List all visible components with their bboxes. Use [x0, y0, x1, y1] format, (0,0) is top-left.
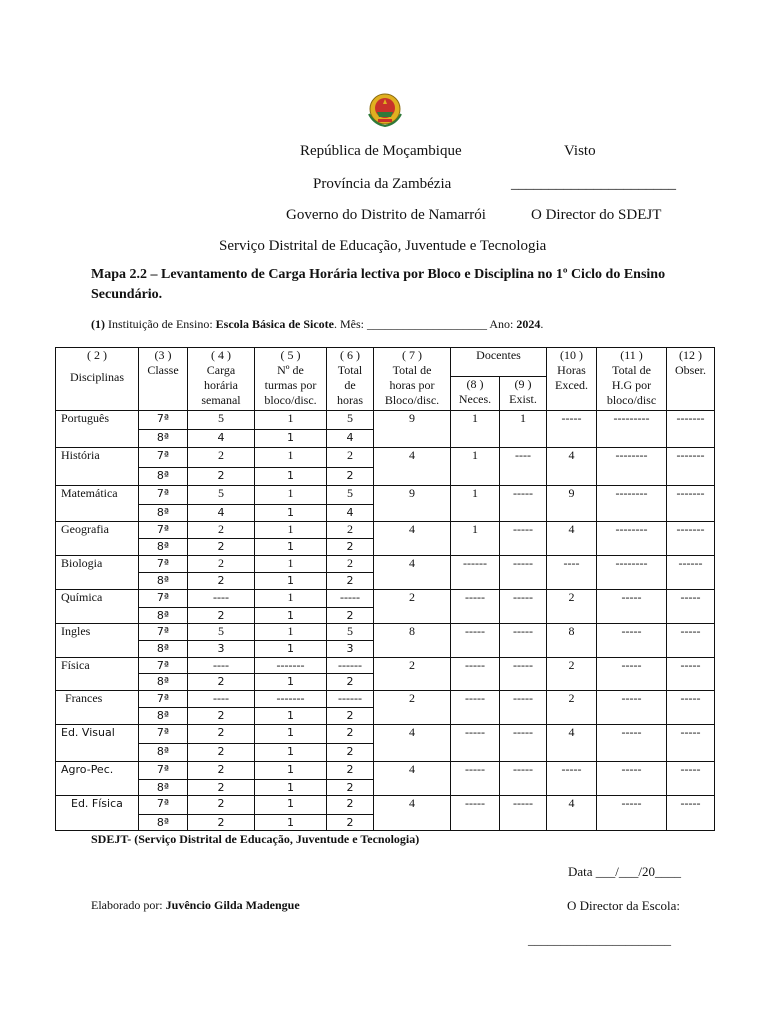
docentes-exist-cell: ----- [500, 762, 547, 796]
docentes-exist-cell: ----- [500, 796, 547, 831]
turmas-cell: 1 [255, 708, 327, 725]
subject-name: Matemática [56, 486, 139, 522]
subject-name: História [56, 448, 139, 486]
prepared-by-label: Elaborado por: [91, 898, 163, 912]
obser-cell: ----- [667, 762, 715, 796]
carga-cell: 3 [188, 641, 255, 658]
horas-exced-cell: 9 [547, 486, 597, 522]
docentes-neces-cell: ----- [451, 624, 500, 658]
table-row [56, 486, 715, 505]
turmas-cell: 1 [255, 641, 327, 658]
classe-cell: 8ª [139, 674, 188, 691]
carga-cell: 2 [188, 725, 255, 744]
total-horas-cell: 2 [327, 796, 374, 815]
total-bloco-cell: 9 [374, 411, 451, 448]
workload-table [55, 347, 715, 831]
docentes-neces-cell: 1 [451, 486, 500, 522]
institution-label: Instituição de Ensino: [108, 317, 213, 331]
carga-cell: 2 [188, 522, 255, 539]
institution-line [91, 317, 543, 332]
obser-cell: ----- [667, 725, 715, 762]
total-horas-cell: ------ [327, 691, 374, 708]
total-hg-cell: ----- [597, 762, 667, 796]
header-classe: (3 ) Classe [139, 348, 188, 411]
header-horas-exced: (10 ) Horas Exced. [547, 348, 597, 411]
carga-cell: 5 [188, 624, 255, 641]
sdejt-note: SDEJT- (Serviço Distrital de Educação, Juventude e Tecnologia) [91, 832, 420, 846]
classe-cell: 8ª [139, 708, 188, 725]
docentes-neces-cell: ------ [451, 556, 500, 590]
total-bloco-cell: 4 [374, 522, 451, 556]
turmas-cell: ------- [255, 658, 327, 674]
table-row [56, 691, 715, 708]
classe-cell: 7ª [139, 762, 188, 780]
classe-cell: 8ª [139, 608, 188, 624]
turmas-cell: 1 [255, 539, 327, 556]
horas-exced-cell: 2 [547, 691, 597, 725]
director-sdejt-title: O Director do SDEJT [531, 207, 662, 223]
classe-cell: 8ª [139, 468, 188, 486]
table-header-row [56, 348, 715, 377]
docentes-neces-cell: ----- [451, 691, 500, 725]
coat-of-arms-icon [364, 90, 406, 130]
classe-cell: 7ª [139, 624, 188, 641]
subject-name: Ingles [56, 624, 139, 658]
total-bloco-cell: 2 [374, 691, 451, 725]
docentes-exist-cell: ----- [500, 486, 547, 522]
total-bloco-cell: 4 [374, 556, 451, 590]
turmas-cell: 1 [255, 608, 327, 624]
carga-cell: 2 [188, 539, 255, 556]
total-horas-cell: 2 [327, 815, 374, 831]
classe-cell: 8ª [139, 815, 188, 831]
total-hg-cell: ----- [597, 624, 667, 658]
institution-number: (1) [91, 317, 105, 331]
total-horas-cell: 3 [327, 641, 374, 658]
turmas-cell: 1 [255, 573, 327, 590]
turmas-cell: 1 [255, 762, 327, 780]
total-bloco-cell: 4 [374, 796, 451, 831]
district-government: Governo do Distrito de Namarrói [286, 207, 486, 223]
docentes-neces-cell: ----- [451, 762, 500, 796]
classe-cell: 7ª [139, 522, 188, 539]
table-row [56, 796, 715, 815]
total-hg-cell: ----- [597, 725, 667, 762]
total-bloco-cell: 2 [374, 590, 451, 624]
total-horas-cell: 2 [327, 708, 374, 725]
carga-cell: ---- [188, 590, 255, 608]
total-hg-cell: --------- [597, 411, 667, 448]
total-hg-cell: ----- [597, 796, 667, 831]
turmas-cell: 1 [255, 411, 327, 430]
obser-cell: ------- [667, 522, 715, 556]
total-bloco-cell: 4 [374, 762, 451, 796]
total-hg-cell: -------- [597, 448, 667, 486]
carga-cell: 2 [188, 780, 255, 796]
subject-name: Geografia [56, 522, 139, 556]
classe-cell: 8ª [139, 744, 188, 762]
total-horas-cell: 2 [327, 556, 374, 573]
classe-cell: 8ª [139, 780, 188, 796]
horas-exced-cell: ----- [547, 762, 597, 796]
docentes-neces-cell: ----- [451, 725, 500, 762]
horas-exced-cell: 8 [547, 624, 597, 658]
subject-name: Frances [56, 691, 139, 725]
turmas-cell: 1 [255, 468, 327, 486]
turmas-cell: 1 [255, 674, 327, 691]
turmas-cell: ------- [255, 691, 327, 708]
classe-cell: 8ª [139, 641, 188, 658]
docentes-exist-cell: 1 [500, 411, 547, 448]
total-horas-cell: 4 [327, 430, 374, 448]
horas-exced-cell: 4 [547, 522, 597, 556]
header-total-hg: (11 ) Total de H.G por bloco/disc [597, 348, 667, 411]
total-horas-cell: ----- [327, 590, 374, 608]
province-name: Província da Zambézia [313, 176, 452, 192]
docentes-exist-cell: ----- [500, 658, 547, 691]
carga-cell: 2 [188, 674, 255, 691]
horas-exced-cell: ---- [547, 556, 597, 590]
total-horas-cell: 2 [327, 674, 374, 691]
classe-cell: 8ª [139, 539, 188, 556]
turmas-cell: 1 [255, 448, 327, 468]
total-hg-cell: ----- [597, 691, 667, 725]
total-bloco-cell: 8 [374, 624, 451, 658]
subject-name: Ed. Física [56, 796, 139, 831]
carga-cell: 2 [188, 573, 255, 590]
horas-exced-cell: 4 [547, 448, 597, 486]
horas-exced-cell: 4 [547, 796, 597, 831]
total-horas-cell: 5 [327, 486, 374, 505]
year-value: 2024 [516, 317, 541, 331]
docentes-neces-cell: 1 [451, 448, 500, 486]
header-exist: (9 ) Exist. [500, 377, 547, 411]
total-horas-cell: 2 [327, 468, 374, 486]
service-name: Serviço Distrital de Educação, Juventude e Tecnologia [219, 238, 547, 254]
carga-cell: 2 [188, 708, 255, 725]
turmas-cell: 1 [255, 590, 327, 608]
subject-name: Português [56, 411, 139, 448]
obser-cell: ------ [667, 556, 715, 590]
subject-name: Agro-Pec. [56, 762, 139, 796]
turmas-cell: 1 [255, 624, 327, 641]
docentes-neces-cell: ----- [451, 796, 500, 831]
classe-cell: 7ª [139, 486, 188, 505]
total-bloco-cell: 4 [374, 448, 451, 486]
total-horas-cell: 2 [327, 608, 374, 624]
table-row [56, 624, 715, 641]
horas-exced-cell: 4 [547, 725, 597, 762]
obser-cell: ----- [667, 796, 715, 831]
total-horas-cell: 2 [327, 780, 374, 796]
subject-name: Biologia [56, 556, 139, 590]
carga-cell: 5 [188, 411, 255, 430]
carga-cell: 5 [188, 486, 255, 505]
table-row [56, 448, 715, 468]
docentes-exist-cell: ----- [500, 556, 547, 590]
classe-cell: 8ª [139, 430, 188, 448]
classe-cell: 7ª [139, 691, 188, 708]
obser-cell: ----- [667, 590, 715, 624]
header-total-bloco: ( 7 ) Total de horas por Bloco/disc. [374, 348, 451, 411]
school-director-label: O Director da Escola: [567, 898, 680, 913]
carga-cell: 2 [188, 796, 255, 815]
classe-cell: 7ª [139, 725, 188, 744]
carga-cell: 2 [188, 744, 255, 762]
total-horas-cell: 5 [327, 411, 374, 430]
docentes-exist-cell: ----- [500, 725, 547, 762]
docentes-exist-cell: ----- [500, 691, 547, 725]
subject-name: Ed. Visual [56, 725, 139, 762]
total-horas-cell: 4 [327, 505, 374, 522]
visto-signature-line: ______________________ [511, 176, 676, 192]
total-horas-cell: 2 [327, 744, 374, 762]
table-row [56, 411, 715, 430]
map-title-line1: Mapa 2.2 – Levantamento de Carga Horária lectiva por Bloco e Disciplina no 1º Ciclo do Ensino [91, 267, 666, 282]
total-horas-cell: 5 [327, 624, 374, 641]
date-line: Data ___/___/20____ [568, 864, 682, 879]
carga-cell: 2 [188, 468, 255, 486]
obser-cell: ------- [667, 411, 715, 448]
carga-cell: 2 [188, 815, 255, 831]
visto-label: Visto [564, 143, 596, 159]
carga-cell: 2 [188, 608, 255, 624]
classe-cell: 7ª [139, 448, 188, 468]
header-disciplinas: ( 2 ) Disciplinas [56, 348, 139, 411]
prepared-by-name: Juvêncio Gilda Madengue [165, 898, 300, 912]
docentes-exist-cell: ---- [500, 448, 547, 486]
classe-cell: 8ª [139, 505, 188, 522]
school-name: Escola Básica de Sicote [215, 317, 334, 331]
classe-cell: 7ª [139, 411, 188, 430]
header-turmas: ( 5 ) Nº de turmas por bloco/disc. [255, 348, 327, 411]
table-row [56, 725, 715, 744]
carga-cell: 4 [188, 430, 255, 448]
total-horas-cell: 2 [327, 448, 374, 468]
prepared-by [91, 898, 300, 913]
obser-cell: ------- [667, 448, 715, 486]
classe-cell: 7ª [139, 658, 188, 674]
turmas-cell: 1 [255, 556, 327, 573]
turmas-cell: 1 [255, 505, 327, 522]
header-total-horas: ( 6 ) Total de horas [327, 348, 374, 411]
school-director-signature-line: ______________________ [528, 932, 671, 947]
carga-cell: ---- [188, 691, 255, 708]
total-horas-cell: 2 [327, 573, 374, 590]
total-hg-cell: ----- [597, 590, 667, 624]
carga-cell: 2 [188, 556, 255, 573]
docentes-neces-cell: 1 [451, 522, 500, 556]
docentes-exist-cell: ----- [500, 590, 547, 624]
year-label: Ano: [489, 317, 514, 331]
turmas-cell: 1 [255, 796, 327, 815]
subject-name: Química [56, 590, 139, 624]
header-docentes: Docentes [451, 348, 547, 377]
turmas-cell: 1 [255, 725, 327, 744]
header-obser: (12 ) Obser. [667, 348, 715, 411]
carga-cell: 2 [188, 762, 255, 780]
institution-end: . [540, 317, 544, 331]
table-row [56, 522, 715, 539]
horas-exced-cell: ----- [547, 411, 597, 448]
map-title-line2: Secundário. [91, 287, 163, 302]
total-hg-cell: ----- [597, 658, 667, 691]
header-neces: (8 ) Neces. [451, 377, 500, 411]
table-row [56, 556, 715, 573]
total-hg-cell: -------- [597, 556, 667, 590]
docentes-exist-cell: ----- [500, 522, 547, 556]
carga-cell: 4 [188, 505, 255, 522]
docentes-neces-cell: ----- [451, 658, 500, 691]
obser-cell: ------- [667, 486, 715, 522]
table-row [56, 658, 715, 674]
docentes-neces-cell: 1 [451, 411, 500, 448]
carga-cell: 2 [188, 448, 255, 468]
country-name: República de Moçambique [300, 143, 462, 159]
classe-cell: 7ª [139, 796, 188, 815]
turmas-cell: 1 [255, 522, 327, 539]
month-field: ____________________ [366, 317, 487, 331]
turmas-cell: 1 [255, 430, 327, 448]
docentes-exist-cell: ----- [500, 624, 547, 658]
table-row [56, 590, 715, 608]
total-horas-cell: 2 [327, 522, 374, 539]
obser-cell: ----- [667, 624, 715, 658]
header-carga: ( 4 ) Carga horária semanal [188, 348, 255, 411]
total-horas-cell: 2 [327, 762, 374, 780]
horas-exced-cell: 2 [547, 590, 597, 624]
docentes-neces-cell: ----- [451, 590, 500, 624]
total-horas-cell: ------ [327, 658, 374, 674]
classe-cell: 8ª [139, 573, 188, 590]
total-bloco-cell: 2 [374, 658, 451, 691]
table-row [56, 762, 715, 780]
obser-cell: ----- [667, 658, 715, 691]
obser-cell: ----- [667, 691, 715, 725]
subject-name: Física [56, 658, 139, 691]
total-bloco-cell: 4 [374, 725, 451, 762]
turmas-cell: 1 [255, 744, 327, 762]
turmas-cell: 1 [255, 815, 327, 831]
classe-cell: 7ª [139, 556, 188, 573]
turmas-cell: 1 [255, 780, 327, 796]
carga-cell: ---- [188, 658, 255, 674]
total-horas-cell: 2 [327, 539, 374, 556]
turmas-cell: 1 [255, 486, 327, 505]
classe-cell: 7ª [139, 590, 188, 608]
month-label: . Mês: [333, 317, 364, 331]
total-hg-cell: -------- [597, 522, 667, 556]
total-hg-cell: -------- [597, 486, 667, 522]
total-horas-cell: 2 [327, 725, 374, 744]
horas-exced-cell: 2 [547, 658, 597, 691]
total-bloco-cell: 9 [374, 486, 451, 522]
